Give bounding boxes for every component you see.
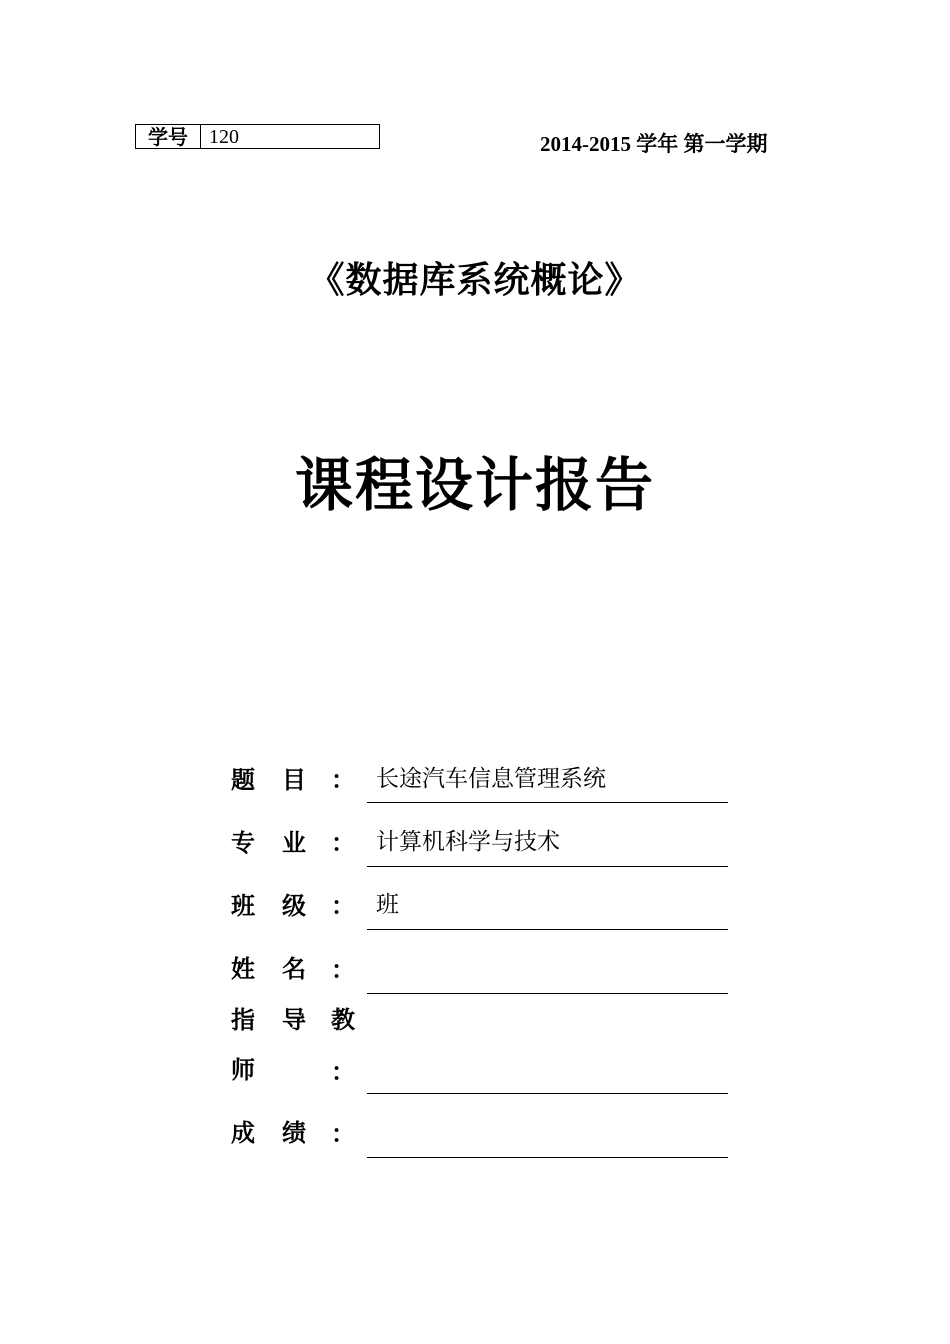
student-id-label: 学号 xyxy=(136,125,201,148)
class-label-char-1: 班 xyxy=(231,892,255,920)
name-label-char-1: 姓 xyxy=(231,955,255,983)
topic-value: 长途汽车信息管理系统 xyxy=(376,766,606,792)
advisor-label-char-4: 师 xyxy=(231,1056,255,1084)
advisor-underline xyxy=(367,1093,728,1094)
grade-underline xyxy=(367,1157,728,1158)
class-label-char-2: 级 xyxy=(282,892,306,920)
advisor-label-char-2: 导 xyxy=(282,1006,306,1034)
student-id-box xyxy=(135,124,380,149)
topic-underline xyxy=(367,802,728,803)
advisor-label-char-1: 指 xyxy=(231,1006,255,1034)
topic-colon: ： xyxy=(331,768,355,794)
grade-colon: ： xyxy=(331,1122,355,1148)
advisor-label-char-3: 教 xyxy=(331,1006,355,1034)
major-colon: ： xyxy=(331,831,355,857)
academic-term: 2014-2015 学年 第一学期 xyxy=(540,132,768,156)
grade-label-char-1: 成 xyxy=(231,1119,255,1147)
major-label-char-2: 业 xyxy=(282,829,306,857)
major-label-char-1: 专 xyxy=(231,829,255,857)
report-title: 课程设计报告 xyxy=(294,451,655,519)
course-title: 《数据库系统概论》 xyxy=(308,260,642,301)
class-colon: ： xyxy=(331,894,355,920)
class-value: 班 xyxy=(376,892,399,918)
student-id-value: 120 xyxy=(209,126,239,148)
name-label-char-2: 名 xyxy=(282,955,306,983)
name-colon: ： xyxy=(331,958,355,984)
class-underline xyxy=(367,929,728,930)
major-value: 计算机科学与技术 xyxy=(376,829,560,855)
grade-label-char-2: 绩 xyxy=(282,1119,306,1147)
name-underline xyxy=(367,993,728,994)
advisor-colon: ： xyxy=(331,1060,355,1086)
topic-label-char-1: 题 xyxy=(231,766,255,794)
major-underline xyxy=(367,866,728,867)
topic-label-char-2: 目 xyxy=(282,766,306,794)
